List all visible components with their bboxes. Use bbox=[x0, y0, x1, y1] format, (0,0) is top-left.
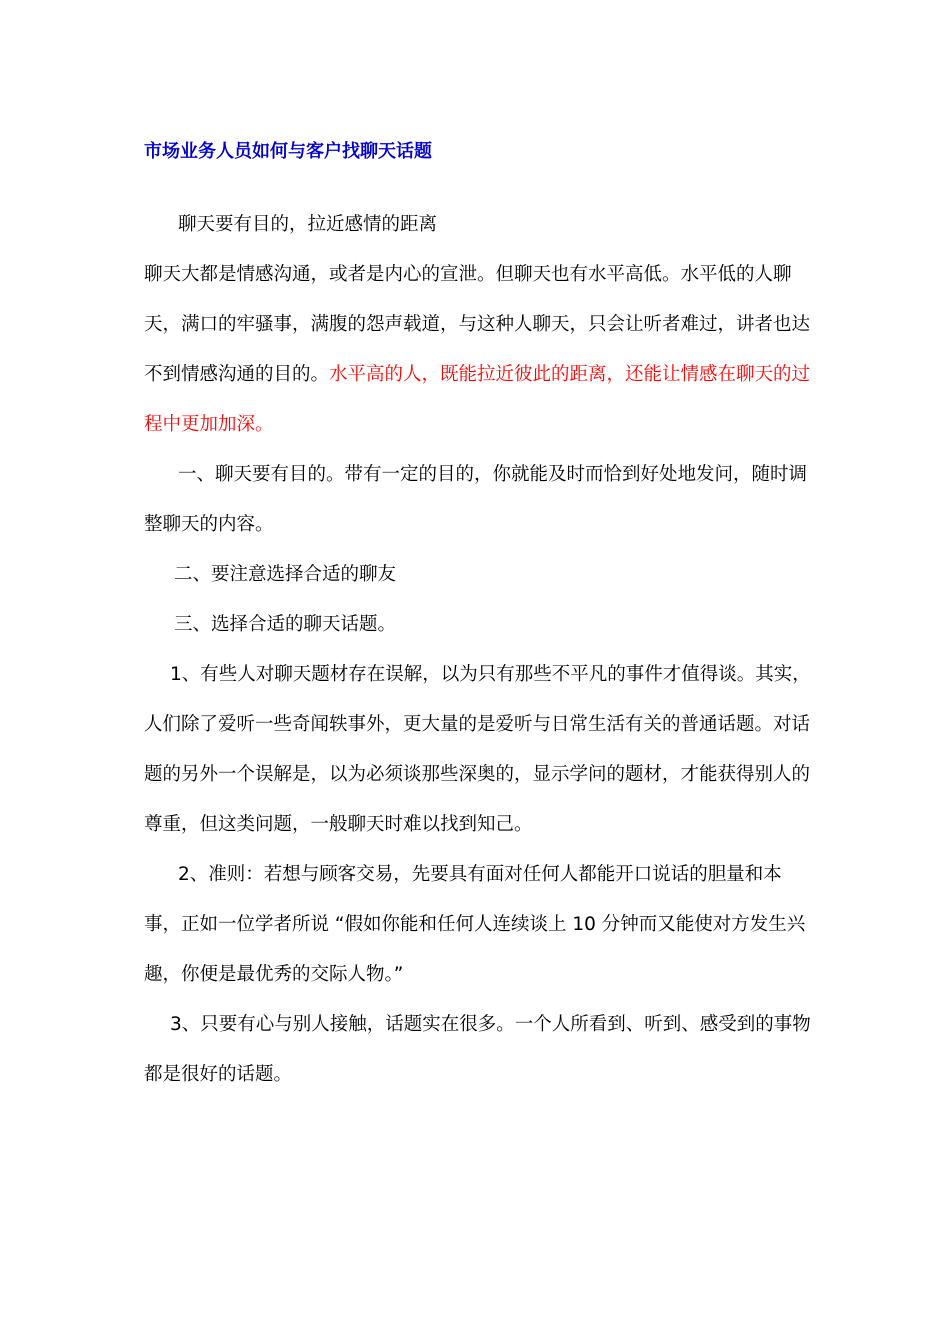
intro-highlight-text: 水平高的人，既能拉近彼此的距离，还能让情感在聊天的过程中更加加深。 bbox=[144, 364, 811, 435]
document-title: 市场业务人员如何与客户找聊天话题 bbox=[144, 141, 432, 162]
intro-text: 聊天大都是情感沟通，或者是内心的宣泄。但聊天也有水平高低。水平低的人聊天，满口的牢骚事，满腹的怨声载道，与这种人聊天，只会让听者难过，讲者也达不到情感沟通的目的。 bbox=[144, 264, 811, 385]
sub-point-2-paragraph: 2、准则：若想与顾客交易，先要具有面对任何人都能开口说话的胆量和本事，正如一位学者所说 “假如你能和任何人连续谈上 10 分钟而又能使对方发生兴趣，你便是最优秀的交际人物。” bbox=[144, 864, 806, 985]
point-1-paragraph: 一、聊天要有目的。带有一定的目的，你就能及时而恰到好处地发问，随时调整聊天的内容。 bbox=[144, 464, 808, 535]
point-2-paragraph: 二、要注意选择合适的聊友 bbox=[174, 564, 397, 585]
point-3-paragraph: 三、选择合适的聊天话题。 bbox=[174, 614, 397, 635]
subheading: 聊天要有目的，拉近感情的距离 bbox=[178, 214, 438, 235]
sub-point-1-paragraph: 1、有些人对聊天题材存在误解，以为只有那些不平凡的事件才值得谈。其实，人们除了爱听一些奇闻轶事外，更大量的是爱听与日常生活有关的普通话题。对话题的另外一个误解是，以为必须谈那些深奥的，显示学问的题材，才能获得别人的尊重，但这类问题，一般聊天时难以找到知己。 bbox=[144, 664, 811, 835]
sub-point-3-paragraph: 3、只要有心与别人接触，话题实在很多。一个人所看到、听到、感受到的事物都是很好的话题。 bbox=[144, 1014, 811, 1085]
intro-paragraph bbox=[144, 250, 812, 450]
document-body bbox=[144, 200, 812, 1100]
